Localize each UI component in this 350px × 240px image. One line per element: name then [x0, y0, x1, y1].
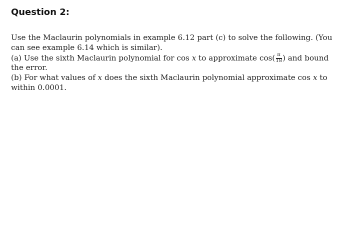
part-b-suffix: to: [317, 73, 328, 82]
question-heading: Question 2:: [11, 8, 70, 18]
part-b-variable-1: x: [97, 73, 103, 82]
part-b-middle: does the sixth Maclaurin polynomial approximate cos: [102, 73, 311, 82]
intro-line-1: Use the Maclaurin polynomials in example 6.12 part (c) to solve the following. (You: [11, 33, 333, 42]
part-a-line-2: the error.: [11, 63, 48, 72]
part-a-middle: to approximate cos(: [196, 53, 276, 63]
part-b-variable-2: x: [312, 73, 318, 82]
question-page: [0, 0, 350, 110]
pi-over-18-fraction: [276, 53, 282, 64]
part-b-line-1: [11, 73, 327, 83]
fraction-numerator: π: [277, 52, 281, 58]
fraction-denominator: 18: [275, 58, 283, 64]
part-a-variable: x: [191, 53, 197, 63]
intro-line-2: can see example 6.14 which is similar).: [11, 43, 163, 52]
part-a-suffix: ) and bound: [282, 53, 329, 63]
part-b-line-2: within 0.0001.: [11, 83, 67, 92]
part-a-prefix: (a) Use the sixth Maclaurin polynomial for cos: [11, 53, 190, 63]
part-a-line-1: [11, 53, 329, 64]
part-b-prefix: (b) For what values of: [11, 73, 98, 82]
